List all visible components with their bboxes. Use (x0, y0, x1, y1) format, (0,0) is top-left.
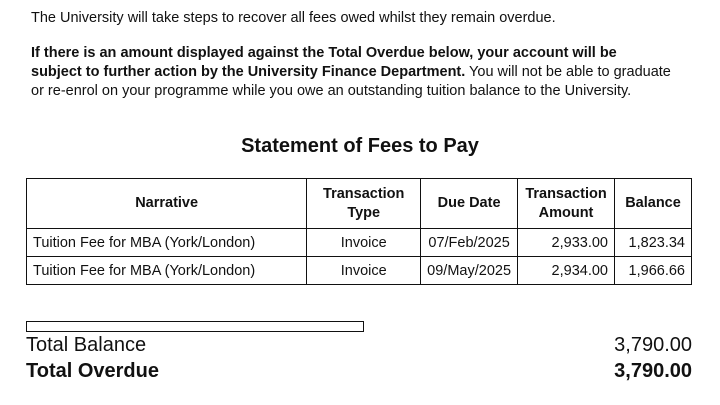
total-overdue-value: 3,790.00 (614, 360, 692, 382)
cell-transaction-amount: 2,934.00 (518, 257, 615, 285)
cell-transaction-type: Invoice (307, 229, 421, 257)
cell-due-date: 09/May/2025 (421, 257, 518, 285)
table-row (27, 257, 692, 285)
header-transaction-type: Transaction Type (307, 179, 421, 229)
fees-table (26, 178, 692, 285)
header-balance: Balance (615, 179, 692, 229)
warning-normal-text: You will not be able to graduate or re-enrol on your programme while you owe an outstanding tuition balance to the University. (31, 64, 671, 99)
cell-balance: 1,966.66 (615, 257, 692, 285)
table-header-row (27, 179, 692, 229)
cell-transaction-amount: 2,933.00 (518, 229, 615, 257)
header-transaction-amount: Transaction Amount (518, 179, 615, 229)
total-balance-value: 3,790.00 (614, 334, 692, 356)
warning-text (31, 44, 671, 101)
cell-narrative: Tuition Fee for MBA (York/London) (27, 229, 307, 257)
intro-text: The University will take steps to recover all fees owed whilst they remain overdue. (31, 10, 556, 26)
blank-field-box (26, 321, 364, 332)
cell-transaction-type: Invoice (307, 257, 421, 285)
total-balance-label: Total Balance (26, 334, 147, 356)
cell-balance: 1,823.34 (615, 229, 692, 257)
statement-title: Statement of Fees to Pay (241, 135, 479, 157)
cell-due-date: 07/Feb/2025 (421, 229, 518, 257)
total-overdue-label: Total Overdue (26, 360, 159, 382)
warning-bold-text: If there is an amount displayed against the Total Overdue below, your account will be subject to further action by the University Finance Department. (31, 45, 617, 80)
header-due-date: Due Date (421, 179, 518, 229)
header-narrative: Narrative (27, 179, 307, 229)
cell-narrative: Tuition Fee for MBA (York/London) (27, 257, 307, 285)
table-row (27, 229, 692, 257)
